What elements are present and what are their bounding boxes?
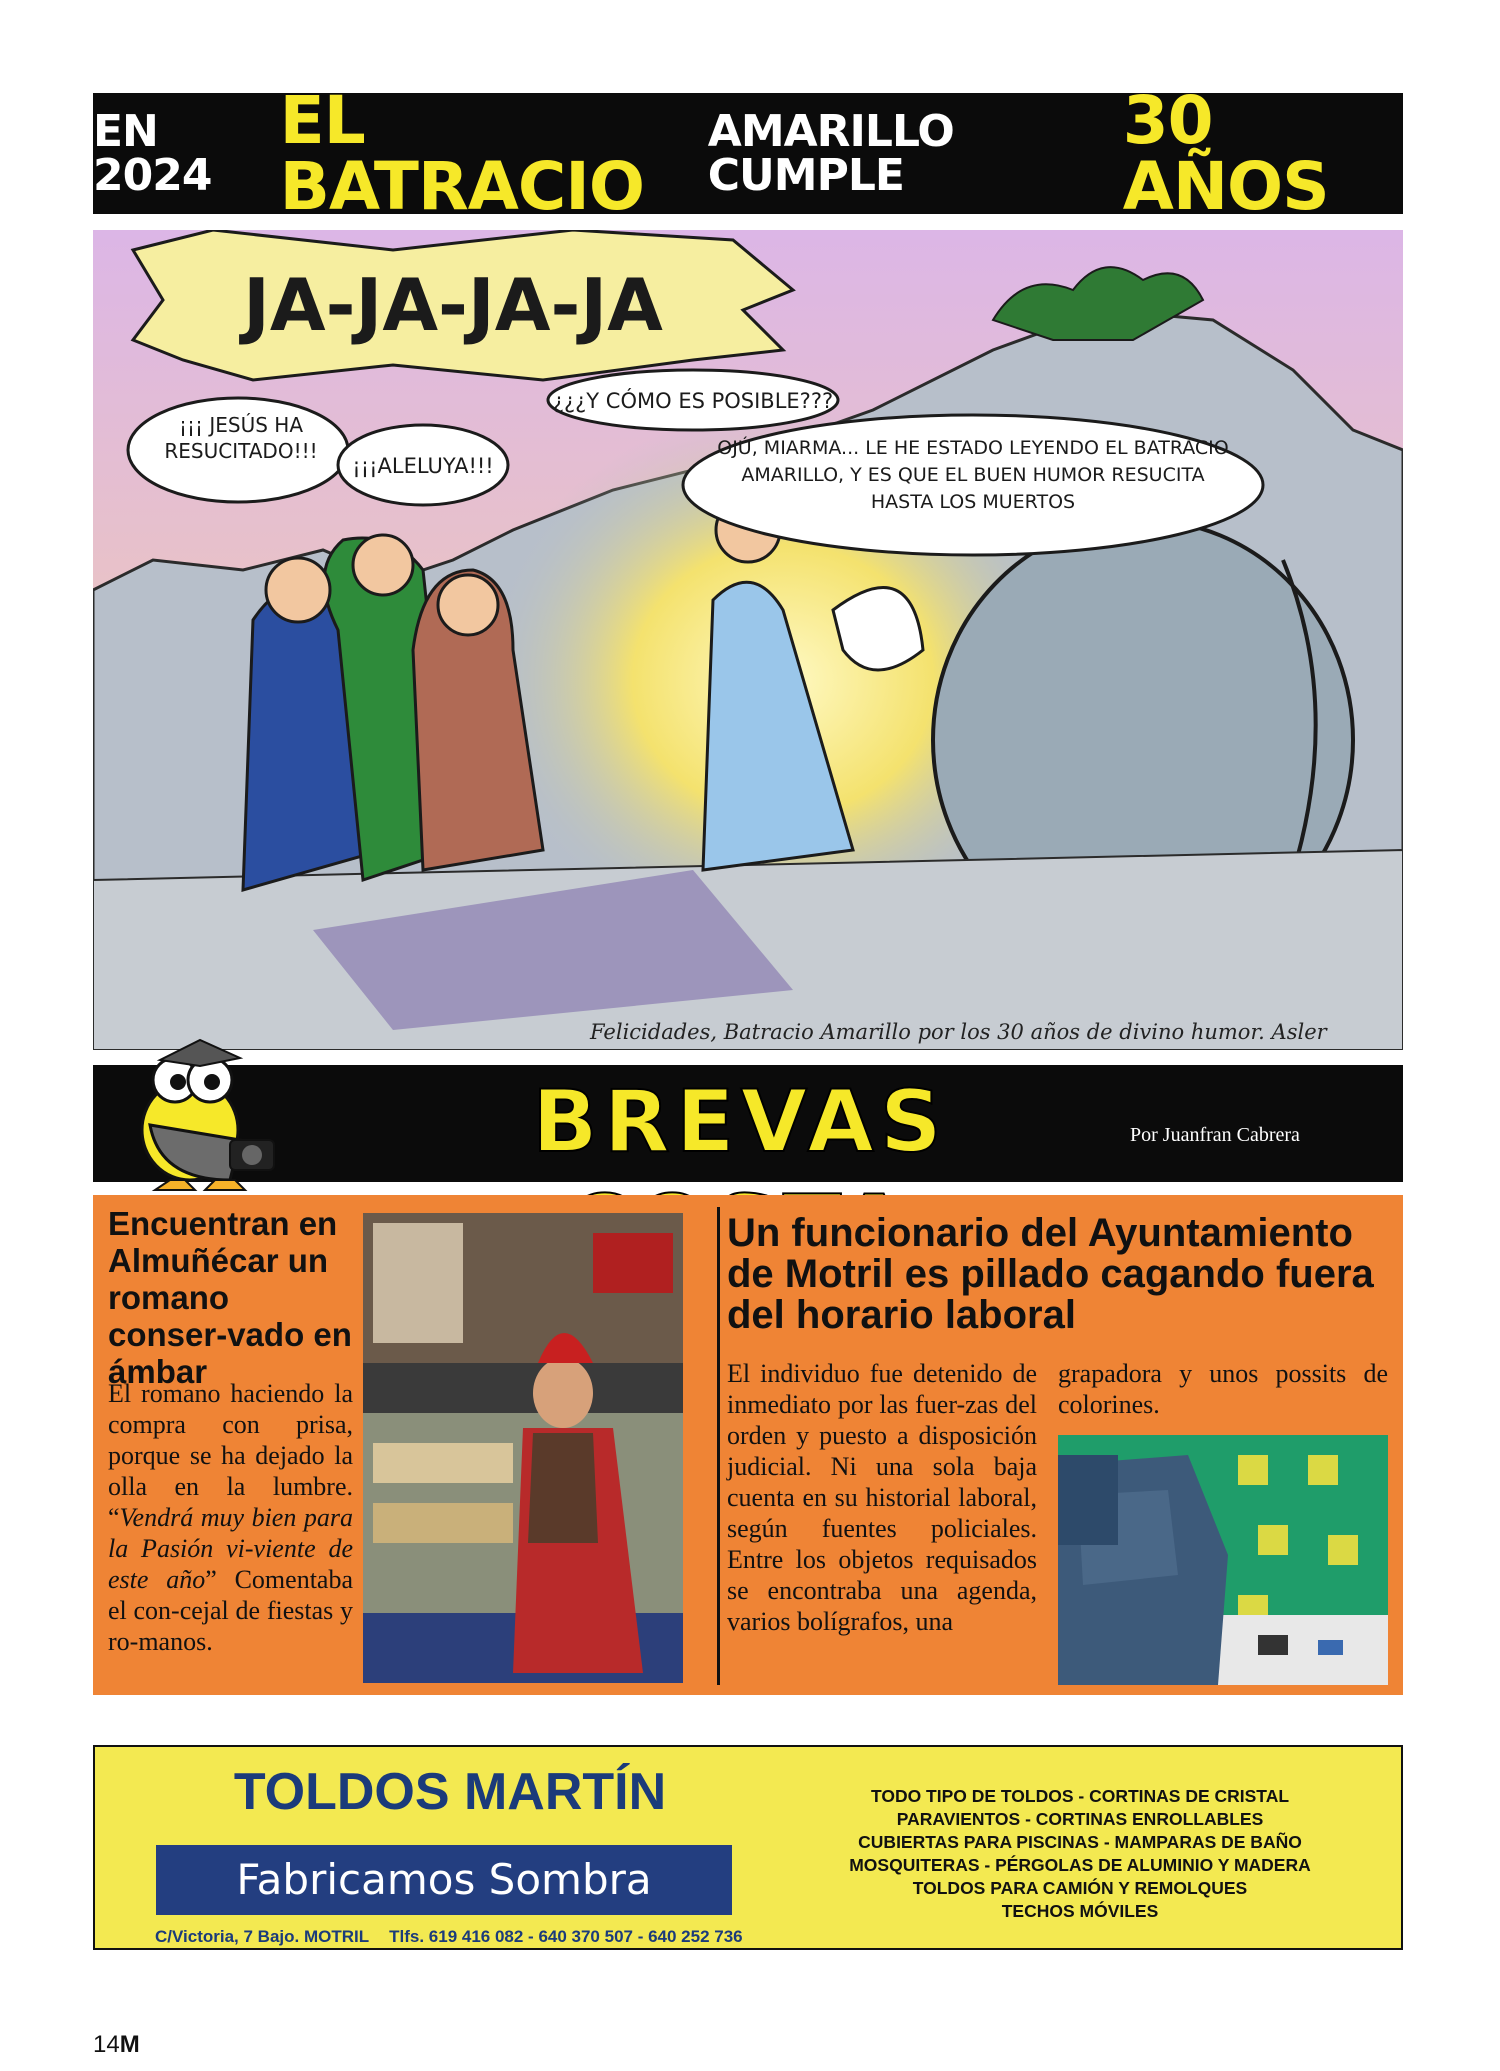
ad-service-line: MOSQUITERAS - PÉRGOLAS DE ALUMINIO Y MADERA (849, 1855, 1311, 1875)
bubble-como: ¿¿¿Y CÓMO ES POSIBLE??? (552, 389, 834, 413)
article1-tail: ” Comentaba el con-cejal de fiestas y ro-manos. (108, 1565, 353, 1656)
header-banner (93, 81, 1403, 225)
ad-service-line: TOLDOS PARA CAMIÓN Y REMOLQUES (912, 1878, 1248, 1898)
article1-lead: El romano haciendo la compra con prisa, porque se ha dejado la olla en la lumbre. “ (108, 1379, 353, 1532)
ad-phones: Tlfs. 619 416 082 - 640 370 507 - 640 252 736 (389, 1927, 743, 1946)
bubble-laugh: JA-JA-JA-JA (243, 263, 663, 347)
article2-body-col2: grapadora y unos possits de colorines. (1058, 1359, 1388, 1419)
article2-body-col1: El individuo fue detenido de inmediato por las fuer-zas del orden y puesto a disposición judicial. Ni una sola baja cuenta en su historial laboral, según fuentes policiales. Entre los objetos requisados se encontraba una agenda, varios bolígrafos, una (727, 1359, 1037, 1636)
header-part3: AMARILLO CUMPLE (707, 105, 954, 201)
ad-service-line: TODO TIPO DE TOLDOS - CORTINAS DE CRISTAL (870, 1786, 1290, 1806)
article1-quote: Vendrá muy bien para la Pasión vi-viente de este año (108, 1503, 353, 1594)
article1-headline: Encuentran en Almuñécar un romano conser-vado en ámbar (108, 1205, 352, 1390)
photo-roman-shop (363, 1213, 683, 1683)
page-number (93, 2030, 173, 2060)
photo-guardia-civil (1058, 1435, 1388, 1685)
page-number-digits: 14 (93, 2031, 120, 2058)
header-part1: EN 2024 (93, 105, 212, 201)
bubble-oju: OJÚ, MIARMA... LE HE ESTADO LEYENDO EL BATRACIO AMARILLO, Y ES QUE EL BUEN HUMOR RESUCITA HASTA LOS MUERTOS (717, 437, 1229, 513)
ad-service-line: TECHOS MÓVILES (1001, 1901, 1159, 1921)
ad-slogan: Fabricamos Sombra (156, 1845, 732, 1915)
ad-address: C/Victoria, 7 Bajo. MOTRIL (155, 1927, 370, 1946)
ad-service-line: PARAVIENTOS - CORTINAS ENROLLABLES (896, 1809, 1264, 1829)
ad-title: TOLDOS MARTÍN (233, 1763, 667, 1821)
ad-service-line: CUBIERTAS PARA PISCINAS - MAMPARAS DE BAÑO (858, 1832, 1302, 1852)
frog-reporter-icon (120, 1030, 290, 1195)
column-divider (717, 1207, 720, 1685)
cartoon-credit: Felicidades, Batracio Amarillo por los 30 años de divino humor. Asler (590, 1020, 1327, 1044)
ad-contact (155, 1925, 855, 1949)
cartoon-illustration (93, 230, 1403, 1050)
section-title: BREVAS (532, 1072, 948, 1172)
page-number-letter: M (119, 2031, 140, 2058)
ad-services-list (780, 1785, 1380, 1935)
article1-body (108, 1378, 353, 1688)
section-byline: Por Juanfran Cabrera (1130, 1124, 1300, 1146)
bubble-aleluya: ¡¡¡ALELUYA!!! (352, 454, 494, 478)
article2-headline: Un funcionario del Ayuntamiento de Motril es pillado cagando fuera del horario laboral (727, 1211, 1374, 1337)
header-part2: EL BATRACIO (279, 81, 644, 225)
bubble-jesus-ha: ¡¡¡ JESÚS HA RESUCITADO!!! (164, 413, 318, 463)
header-part4: 30 AÑOS (1122, 81, 1329, 225)
